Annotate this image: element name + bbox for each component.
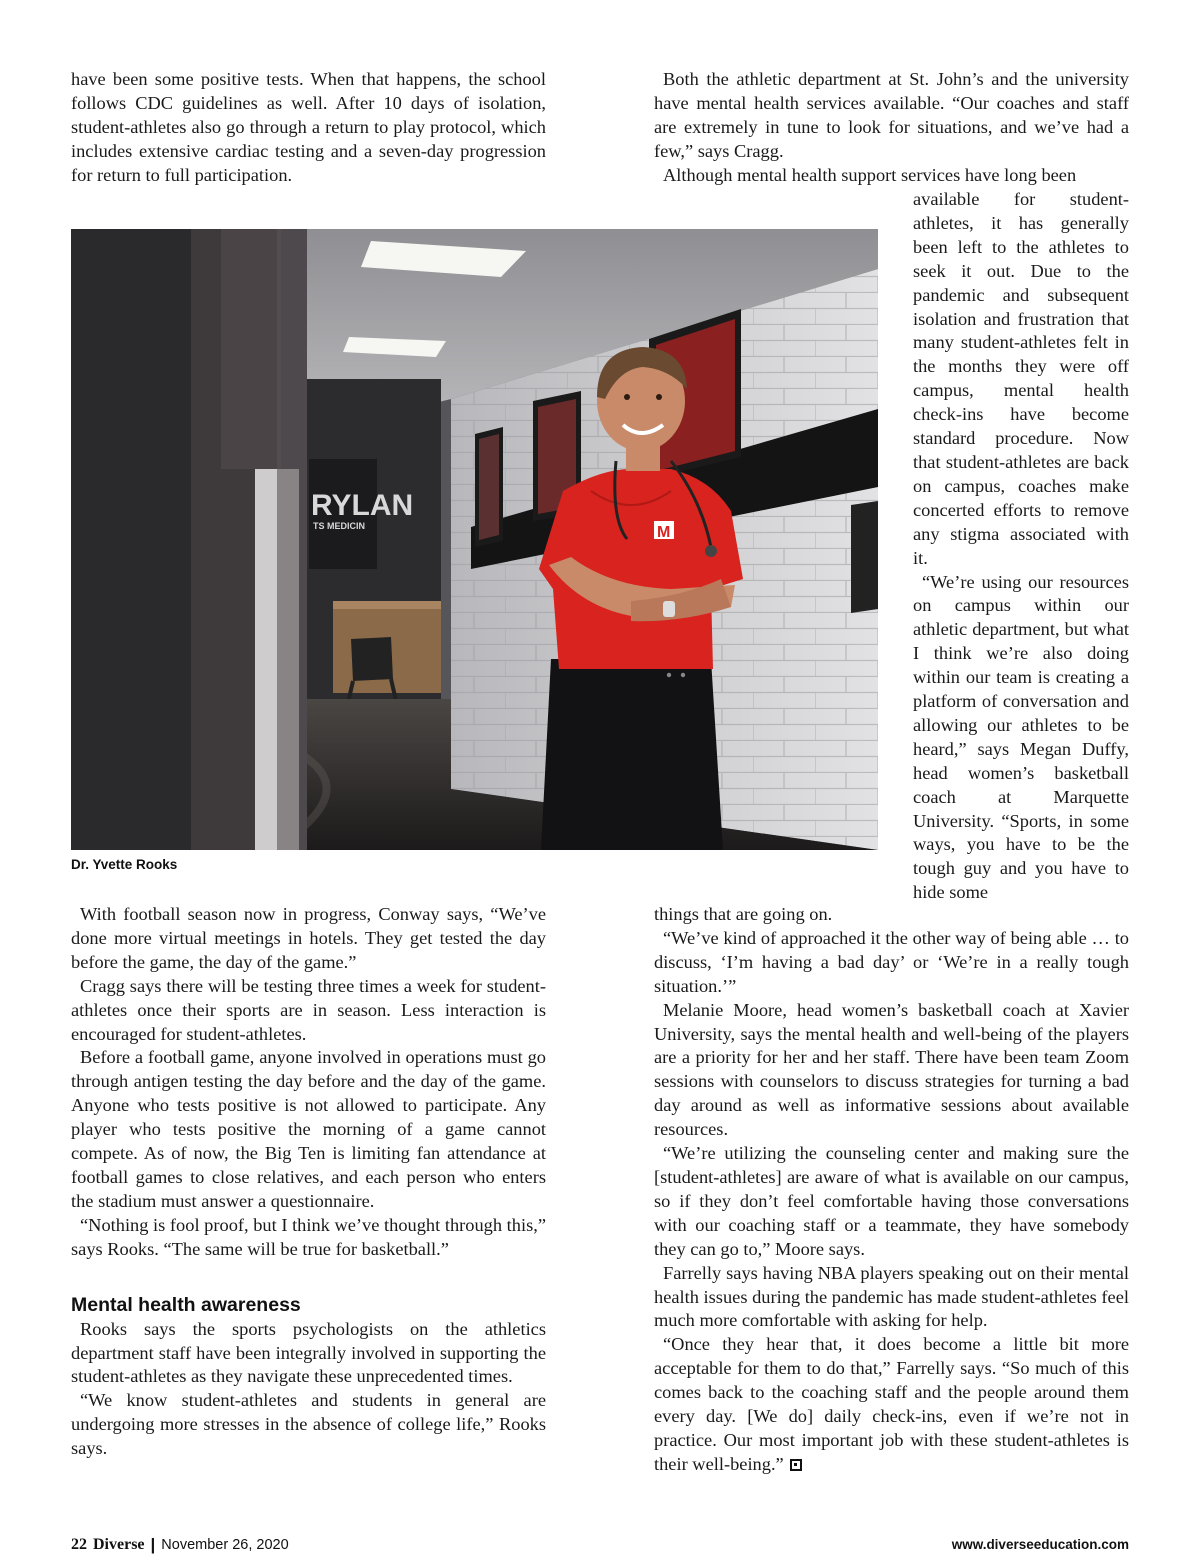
wall-sign-subtext: TS MEDICIN	[313, 521, 366, 531]
right-column-narrow	[913, 188, 1129, 905]
final-paragraph-text: “Once they hear that, it does become a little bit more acceptable for them to do that,” Farrelly says. “So much of this comes back to the coaching staff and the people around them every day. [We do] daily check-ins, even if we’re not in practice. Our most important job with these student-athletes is their well-being.”	[654, 1334, 1129, 1474]
left-column-bottom	[71, 903, 546, 1461]
body-paragraph: “We know student-athletes and students in general are undergoing more stresses in the absence of college life,” Rooks says.	[71, 1390, 546, 1459]
body-paragraph: “Nothing is fool proof, but I think we’ve thought through this,” says Rooks. “The same will be true for basketball.”	[71, 1214, 546, 1259]
body-paragraph: available for student-athletes, it has generally been left to the athletes to seek it out. Due to the pandemic and subsequent isolation and frustration that many student-athletes felt in the months they were off campus, mental health check-ins have become standard procedure. Now that student-athletes are back on campus, coaches make concerted efforts to remove any stigma associated with it.	[913, 189, 1129, 568]
body-paragraph: Both the athletic department at St. John’s and the university have mental health services available. “Our coaches and staff are extremely in tune to look for situations, and we’ve had a few,” says Cragg.	[654, 69, 1129, 161]
body-paragraph: Although mental health support services have long been	[663, 164, 1077, 185]
body-paragraph: “We’re utilizing the counseling center and making sure the [student-athletes] are aware of what is available on our campus, so if they don’t feel comfortable having those conversations with our coaching staff or a teammate, they have somebody they can go to,” Moore says.	[654, 1143, 1129, 1259]
wall-sign-text: RYLAN	[311, 489, 414, 522]
website-url: www.diverseeducation.com	[951, 1537, 1129, 1552]
portrait-photo	[71, 229, 878, 850]
footer-left	[71, 1535, 289, 1555]
body-paragraph: “We’ve kind of approached it the other way of being able … to discuss, ‘I’m having a bad day’ or ‘We’re in a really tough situation.’”	[654, 927, 1129, 996]
body-paragraph: Rooks says the sports psychologists on the athletics department staff have been integrally involved in supporting the student-athletes as they navigate these unprecedented times.	[71, 1318, 546, 1387]
shirt-logo-letter: M	[657, 524, 671, 541]
body-paragraph: “We’re using our resources on campus within our athletic department, but what I think we’re also doing within our team is creating a platform of conversation and allowing our athletes to be heard,” says Megan Duffy, head women’s basketball coach at Marquette University. “Sports, in some ways, you have to be the tough guy and you have to hide some	[913, 571, 1129, 903]
body-paragraph: With football season now in progress, Conway says, “We’ve done more virtual meetings in hotels. They get tested the day before the game, the day of the game.”	[71, 904, 546, 972]
end-of-article-icon	[790, 1459, 802, 1471]
body-paragraph: Before a football game, anyone involved in operations must go through antigen testing the day before and the day of the game. Anyone who tests positive is not allowed to participate. Any player who tests positive the morning of a game cannot compete. As of now, the Big Ten is limiting fan attendance at football games to close relatives, and each person who enters the stadium must answer a questionnaire.	[71, 1047, 546, 1211]
body-paragraph: Melanie Moore, head women’s basketball coach at Xavier University, says the mental health and well-being of the players are a priority for her and her staff. There have been team Zoom sessions with counselors to discuss strategies for turning a bad day around as well as informative sessions about available resources.	[654, 999, 1129, 1140]
left-column-top	[71, 68, 546, 188]
footer-separator: |	[150, 1535, 156, 1554]
page-number: 22	[71, 1536, 87, 1553]
body-paragraph: have been some positive tests. When that happens, the school follows CDC guidelines as well. After 10 days of isolation, student-athletes also go through a return to play protocol, which includes extensive cardiac testing and a seven-day progression for return to full participation.	[71, 69, 546, 185]
right-column-bottom	[654, 903, 1129, 1477]
body-paragraph: Farrelly says having NBA players speaking out on their mental health issues during the pandemic has made student-athletes feel much more comfortable with asking for help.	[654, 1262, 1129, 1331]
body-paragraph: Cragg says there will be testing three times a week for student-athletes once their sports are in season. Less interaction is encouraged for student-athletes.	[71, 975, 546, 1044]
photo-caption: Dr. Yvette Rooks	[71, 857, 178, 872]
issue-date: November 26, 2020	[161, 1537, 289, 1553]
section-heading: Mental health awareness	[71, 1293, 301, 1316]
body-paragraph	[654, 1333, 1129, 1476]
magazine-name: Diverse	[93, 1536, 145, 1553]
body-paragraph: things that are going on.	[654, 904, 833, 924]
right-column-top	[654, 68, 1129, 188]
